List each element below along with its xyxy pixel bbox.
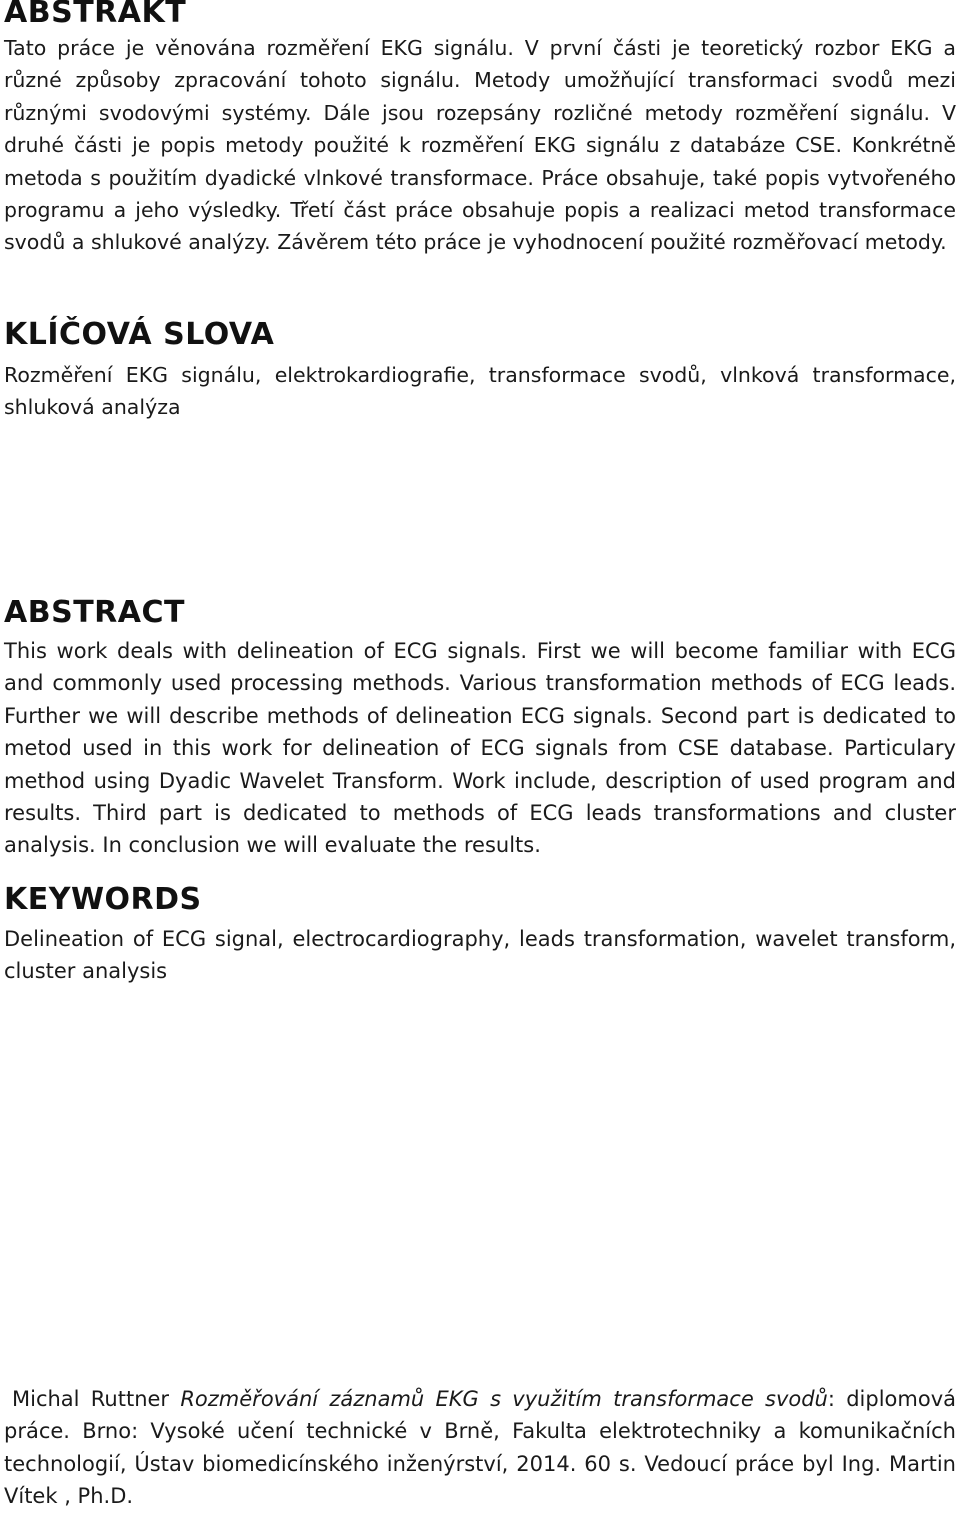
- citation-details: : diplomová práce. Brno: Vysoké učení technické v Brně, Fakulta elektrotechniky a komunikačních technologií, Ústav biomedicínského inženýrství, 2014. 60 s. Vedoucí práce byl Ing. Martin Vítek , Ph.D.: [4, 1387, 956, 1509]
- citation-title: Rozměřování záznamů EKG s využitím transformace svodů: [180, 1387, 828, 1411]
- abstract-heading: ABSTRACT: [4, 595, 185, 630]
- keywords-heading: KEYWORDS: [4, 882, 202, 917]
- abstrakt-heading: ABSTRAKT: [4, 0, 187, 30]
- keywords-text: Delineation of ECG signal, electrocardiography, leads transformation, wavelet transform, cluster analysis: [4, 927, 956, 984]
- klicova-slova-heading: KLÍČOVÁ SLOVA: [4, 317, 275, 352]
- citation-author: Michal Ruttner: [12, 1387, 170, 1411]
- abstract-text: This work deals with delineation of ECG signals. First we will become familiar with ECG and commonly used processing methods. Various transformation methods of ECG leads. Further we will describe methods of delineation ECG signals. Second part is dedicated to metod used in this work for delineation of ECG signals from CSE database. Particulary method using Dyadic Wavelet Transform. Work include, description of used program and results. Third part is dedicated to methods of ECG leads transformations and cluster analysis. In conclusion we will evaluate the results.: [4, 639, 956, 858]
- klicova-slova-text: Rozměření EKG signálu, elektrokardiografie, transformace svodů, vlnková transformace, shluková analýza: [4, 363, 956, 420]
- abstrakt-text: Tato práce je věnována rozměření EKG signálu. V první části je teoretický rozbor EKG a různé způsoby zpracování tohoto signálu. Metody umožňující transformaci svodů mezi různými svodovými systémy. Dále jsou rozepsány rozličné metody rozměření signálu. V druhé části je popis metody použité k rozměření EKG signálu z databáze CSE. Konkrétně metoda s použitím dyadické vlnkové transformace. Práce obsahuje, také popis vytvořeného programu a jeho výsledky. Třetí část práce obsahuje popis a realizaci metod transformace svodů a shlukové analýzy. Závěrem této práce je vyhodnocení použité rozměřovací metody.: [4, 36, 956, 255]
- bibliographic-citation: [4, 1383, 956, 1513]
